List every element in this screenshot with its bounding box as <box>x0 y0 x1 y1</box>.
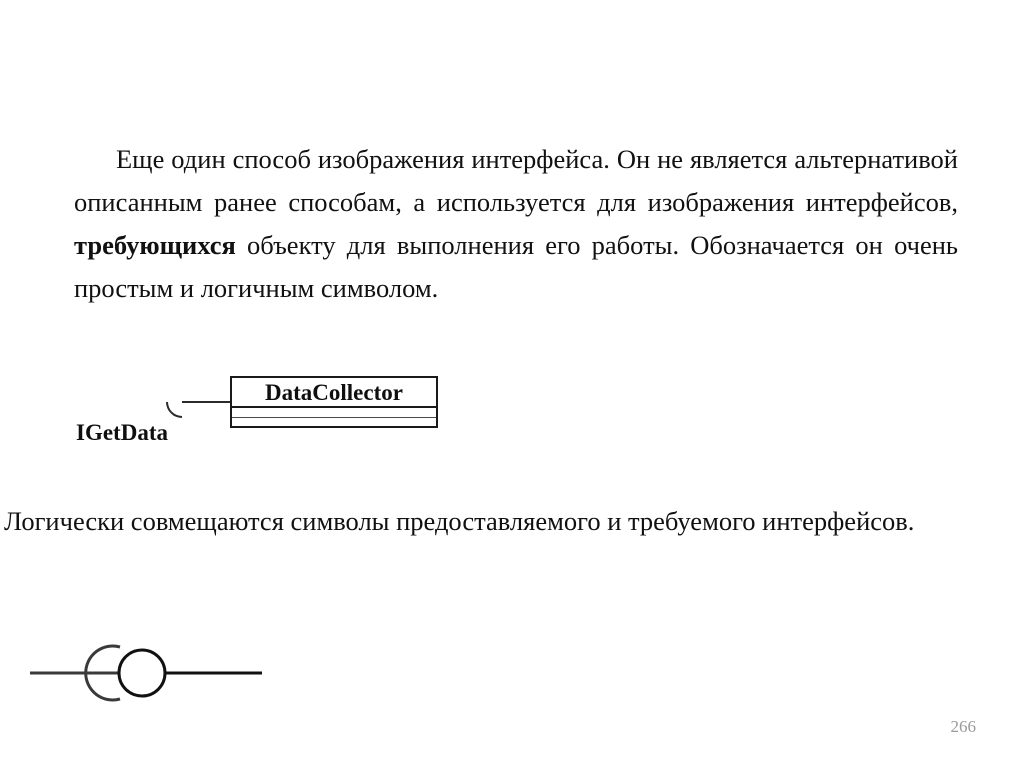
class-name-label: DataCollector <box>232 378 436 408</box>
paragraph-top <box>74 138 958 310</box>
ball-circle-icon <box>119 650 165 696</box>
diagram-ball-and-socket <box>20 625 320 725</box>
paragraph-bottom: Логически совмещаются символы предоставляемого и требуемого интерфейсов. <box>4 506 915 536</box>
ball-and-socket-svg <box>20 625 320 725</box>
class-box-datacollector <box>230 376 438 428</box>
socket-arc-icon <box>159 379 204 424</box>
class-attribute-compartment <box>232 410 436 418</box>
diagram-required-interface <box>70 368 470 468</box>
paragraph-top-text-part1: Еще один способ изображения интерфейса. Он не является альтернативой описанным ранее способам, а используется для изображения интерфейсов, <box>74 144 958 217</box>
interface-name-label: IGetData <box>76 420 168 445</box>
paragraph-top-emphasis: требующихся <box>74 230 236 260</box>
page-number: 266 <box>950 717 976 736</box>
paragraph-top-text-part2: объекту для выполнения его работы. Обозначается он очень простым и логичным символом. <box>74 230 958 303</box>
